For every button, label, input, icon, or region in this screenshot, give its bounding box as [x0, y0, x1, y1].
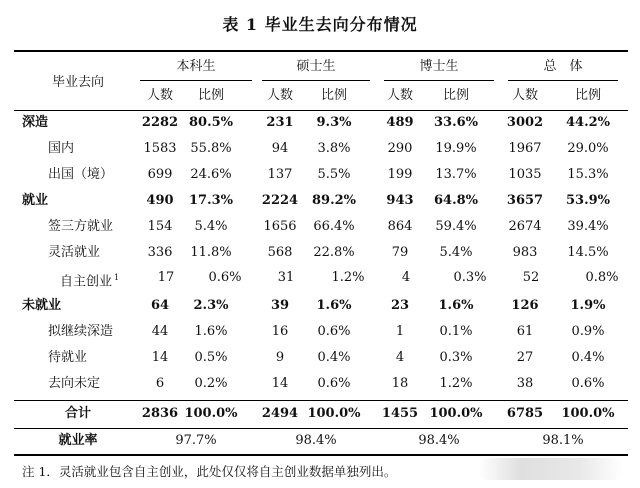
row-label [48, 141, 74, 157]
table-cell: 17.3% [188, 193, 233, 208]
table-cell: 0.6% [571, 376, 605, 391]
table-cell: 11.8% [190, 245, 232, 260]
table-cell: 29.0% [567, 141, 609, 156]
table-cell: 59.4% [435, 219, 477, 234]
table-cell: 14 [271, 376, 289, 391]
table-cell: 44.2% [565, 115, 610, 130]
table-cell: 17 [157, 270, 175, 285]
table-cell: 39.4% [567, 219, 609, 234]
rate-label: 就业率 [58, 433, 98, 448]
sub-header: 比例 [442, 88, 469, 103]
total-cell: 2836 [141, 406, 179, 421]
table-cell: 1035 [508, 167, 542, 182]
table-cell: 5.4% [194, 219, 228, 234]
table-cell: 2224 [261, 193, 299, 208]
table-cell: 154 [147, 219, 173, 234]
table-cell: 4 [395, 350, 405, 365]
table-cell: 52 [522, 270, 540, 285]
group-header: 总 体 [543, 59, 583, 74]
table-cell: 0.6% [208, 270, 242, 285]
watermark-blur [478, 458, 623, 480]
row-label-text: 签三方就业 [48, 219, 114, 234]
table-cell: 64.8% [433, 193, 478, 208]
table-cell: 16 [271, 324, 289, 339]
sub-header: 人数 [266, 88, 293, 103]
table-cell: 22.8% [313, 245, 355, 260]
table-cell: 14 [151, 350, 169, 365]
row-label [48, 245, 100, 261]
group-header: 硕士生 [296, 59, 336, 74]
table-cell: 1.6% [438, 298, 474, 313]
group-underline [508, 80, 618, 81]
bottom-rule [14, 454, 628, 456]
footnote: 注 1．灵活就业包含自主创业，此处仅仅将自主创业数据单独列出。 [22, 464, 397, 479]
row-label-text: 拟继续深造 [48, 324, 114, 339]
table-cell: 231 [266, 115, 294, 130]
rate-top-rule [14, 428, 628, 429]
table-cell: 1.2% [331, 270, 365, 285]
table-cell: 14.5% [567, 245, 609, 260]
sub-header: 人数 [511, 88, 538, 103]
table-cell: 864 [387, 219, 413, 234]
table-cell: 44 [151, 324, 169, 339]
total-cell: 100.0% [307, 406, 361, 421]
table-cell: 39 [270, 298, 290, 313]
total-cell: 1455 [381, 406, 419, 421]
group-header: 本科生 [176, 59, 216, 74]
table-cell: 1967 [508, 141, 542, 156]
table-cell: 19.9% [435, 141, 477, 156]
group-underline [262, 80, 370, 81]
table-cell: 53.9% [565, 193, 610, 208]
table-cell: 2282 [141, 115, 179, 130]
table-cell: 1.9% [570, 298, 606, 313]
total-cell: 100.0% [429, 406, 483, 421]
table-cell: 3002 [506, 115, 544, 130]
table-cell: 4 [401, 270, 411, 285]
total-cell: 100.0% [561, 406, 615, 421]
table-cell: 2674 [508, 219, 542, 234]
row-label [48, 219, 113, 235]
table-cell: 699 [147, 167, 173, 182]
table-cell: 55.8% [190, 141, 232, 156]
table-cell: 2.3% [193, 298, 229, 313]
row-label-text: 深造 [22, 115, 49, 130]
table-cell: 33.6% [433, 115, 478, 130]
row-label-text: 去向未定 [48, 376, 101, 391]
row-label [48, 350, 87, 366]
table-cell: 489 [386, 115, 414, 130]
row-label [22, 298, 61, 314]
table-cell: 80.5% [188, 115, 233, 130]
table-cell: 31 [277, 270, 295, 285]
row-label [48, 376, 100, 392]
table-cell: 0.3% [439, 350, 473, 365]
top-rule [14, 50, 628, 52]
total-cell: 6785 [506, 406, 544, 421]
sub-header: 比例 [320, 88, 347, 103]
rate-cell: 97.7% [175, 433, 217, 448]
group-underline [384, 80, 494, 81]
sub-header: 人数 [146, 88, 173, 103]
table-cell: 9.3% [316, 115, 352, 130]
header-bottom-rule [14, 110, 628, 111]
total-label: 合计 [64, 406, 91, 421]
table-cell: 199 [387, 167, 413, 182]
table-cell: 0.1% [439, 324, 473, 339]
row-label [48, 167, 113, 183]
total-cell: 2494 [261, 406, 299, 421]
table-cell: 9 [275, 350, 285, 365]
sub-header: 人数 [386, 88, 413, 103]
table-cell: 94 [271, 141, 289, 156]
table-cell: 1.2% [439, 376, 473, 391]
table-cell: 1.6% [316, 298, 352, 313]
table-cell: 137 [267, 167, 293, 182]
table-cell: 13.7% [435, 167, 477, 182]
table-cell: 6 [155, 376, 165, 391]
row-header-label: 毕业去向 [51, 75, 104, 90]
table-cell: 24.6% [190, 167, 232, 182]
rate-cell: 98.4% [295, 433, 337, 448]
table-cell: 1 [395, 324, 405, 339]
table-cell: 126 [511, 298, 539, 313]
table-cell: 0.6% [317, 324, 351, 339]
table-cell: 61 [516, 324, 534, 339]
table-cell: 1583 [143, 141, 177, 156]
table-cell: 18 [391, 376, 409, 391]
table-cell: 64 [150, 298, 170, 313]
table-cell: 490 [146, 193, 174, 208]
sub-header: 比例 [574, 88, 601, 103]
row-label-text: 出国（境） [48, 167, 114, 182]
table-cell: 27 [516, 350, 534, 365]
table-cell: 5.4% [439, 245, 473, 260]
footnote-marker: 1 [114, 273, 120, 282]
row-label-text: 就业 [22, 193, 49, 208]
group-underline [140, 80, 252, 81]
rate-cell: 98.1% [542, 433, 584, 448]
group-header: 博士生 [419, 59, 459, 74]
table-cell: 290 [387, 141, 413, 156]
table-cell: 15.3% [567, 167, 609, 182]
table-cell: 3.8% [317, 141, 351, 156]
row-label [22, 193, 48, 209]
table-cell: 983 [512, 245, 538, 260]
table-cell: 3657 [506, 193, 544, 208]
table-cell: 568 [267, 245, 293, 260]
table-cell: 0.6% [317, 376, 351, 391]
table-cell: 336 [147, 245, 173, 260]
table-cell: 0.9% [571, 324, 605, 339]
row-label-text: 灵活就业 [48, 245, 101, 260]
row-label-text: 国内 [48, 141, 75, 156]
table-cell: 79 [391, 245, 409, 260]
table-cell: 0.8% [585, 270, 619, 285]
row-label-text: 待就业 [48, 350, 88, 365]
total-cell: 100.0% [184, 406, 238, 421]
table-cell: 1.6% [194, 324, 228, 339]
row-label [60, 270, 119, 290]
table-cell: 38 [516, 376, 534, 391]
row-label-text: 未就业 [22, 298, 62, 313]
table-cell: 66.4% [313, 219, 355, 234]
table-cell: 0.4% [317, 350, 351, 365]
table-cell: 1656 [263, 219, 297, 234]
table-cell: 0.3% [453, 270, 487, 285]
table-cell: 0.4% [571, 350, 605, 365]
row-label-text: 自主创业 [60, 274, 113, 290]
table-title: 表 1 毕业生去向分布情况 [222, 15, 418, 34]
sub-header: 比例 [197, 88, 224, 103]
table-cell: 5.5% [317, 167, 351, 182]
row-label [22, 115, 48, 131]
row-label [48, 324, 113, 340]
table-cell: 943 [386, 193, 414, 208]
table-cell: 0.5% [194, 350, 228, 365]
table-cell: 89.2% [311, 193, 356, 208]
rate-cell: 98.4% [418, 433, 460, 448]
table-cell: 0.2% [194, 376, 228, 391]
table-cell: 23 [390, 298, 410, 313]
total-top-rule [14, 400, 628, 401]
